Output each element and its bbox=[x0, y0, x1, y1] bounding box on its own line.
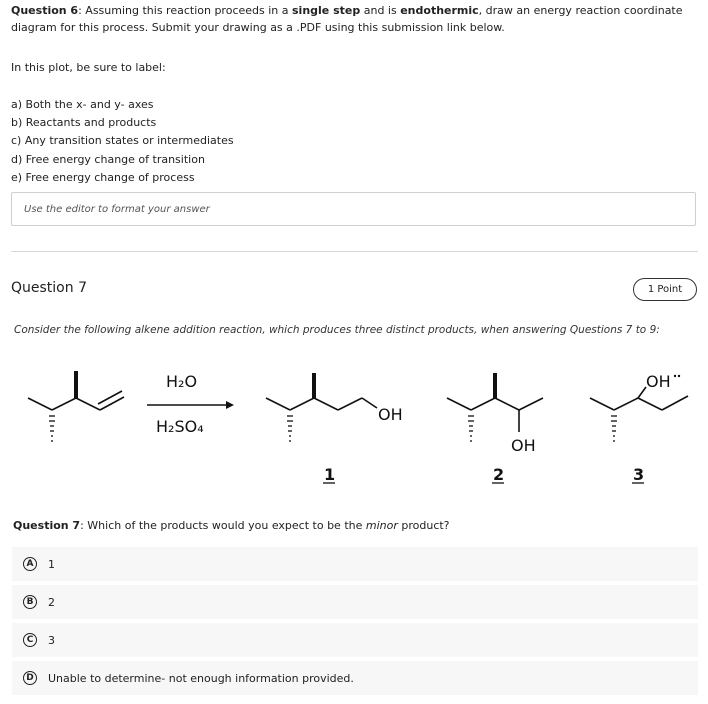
answer-options bbox=[12, 547, 698, 699]
option-b[interactable] bbox=[12, 585, 698, 619]
label-item: a) Both the x- and y- axes bbox=[11, 98, 154, 111]
option-d-radio[interactable]: D bbox=[23, 671, 37, 685]
lone-pair-dots bbox=[674, 375, 680, 377]
product-2-structure bbox=[447, 373, 543, 441]
option-c[interactable] bbox=[12, 623, 698, 657]
product-3-structure bbox=[590, 387, 688, 441]
question-6 bbox=[11, 2, 701, 187]
option-c-text: 3 bbox=[48, 633, 55, 647]
reaction-scheme bbox=[0, 345, 708, 495]
question-6-text: Question 6: Assuming this reaction proceeds in a single step and is endothermic, draw an energy reaction coordinate diagram for this process. Submit your drawing as a .PDF using this submission link below. bbox=[11, 4, 683, 34]
product-3-label: 3 bbox=[633, 465, 645, 484]
question-6-label: Question 6 bbox=[11, 4, 79, 17]
reagent-water: H₂O bbox=[166, 372, 198, 391]
product-1-hydroxyl: OH bbox=[378, 405, 403, 424]
product-labels bbox=[323, 465, 644, 484]
product-1-label: 1 bbox=[324, 465, 336, 484]
label-item: d) Free energy change of transition bbox=[11, 152, 205, 166]
question-7-prompt: Question 7: Which of the products would you expect to be the minor product? bbox=[13, 519, 450, 532]
option-a-text: 1 bbox=[48, 557, 55, 571]
option-d-text: Unable to determine- not enough information provided. bbox=[48, 671, 354, 685]
reactant-alkene bbox=[28, 371, 124, 441]
option-a[interactable] bbox=[12, 547, 698, 581]
answer-editor[interactable] bbox=[11, 192, 696, 226]
label-item: b) Reactants and products bbox=[11, 116, 157, 130]
option-a-radio[interactable]: A bbox=[23, 557, 37, 571]
points-badge: 1 Point bbox=[633, 278, 697, 301]
plot-instructions: In this plot, be sure to label: bbox=[11, 61, 166, 74]
product-3-hydroxyl: OH bbox=[646, 372, 671, 391]
product-2-label: 2 bbox=[493, 465, 505, 484]
reaction-arrow bbox=[147, 401, 234, 409]
label-item: c) Any transition states or intermediates bbox=[11, 134, 234, 148]
question-7-title: Question 7 bbox=[11, 280, 87, 296]
option-b-radio[interactable]: B bbox=[23, 595, 37, 609]
option-c-radio[interactable]: C bbox=[23, 633, 37, 647]
reagent-sulfuric-acid: H₂SO₄ bbox=[156, 417, 204, 436]
option-d[interactable] bbox=[12, 661, 698, 695]
product-2-hydroxyl: OH bbox=[511, 436, 536, 455]
product-1-structure bbox=[266, 373, 377, 441]
answer-placeholder: Use the editor to format your answer bbox=[24, 204, 210, 215]
question-7-intro: Consider the following alkene addition reaction, which produces three distinct products, when answering Questions 7 to 9: bbox=[14, 324, 660, 336]
option-b-text: 2 bbox=[48, 595, 55, 609]
section-divider bbox=[11, 251, 698, 252]
label-item: e) Free energy change of process bbox=[11, 170, 195, 184]
